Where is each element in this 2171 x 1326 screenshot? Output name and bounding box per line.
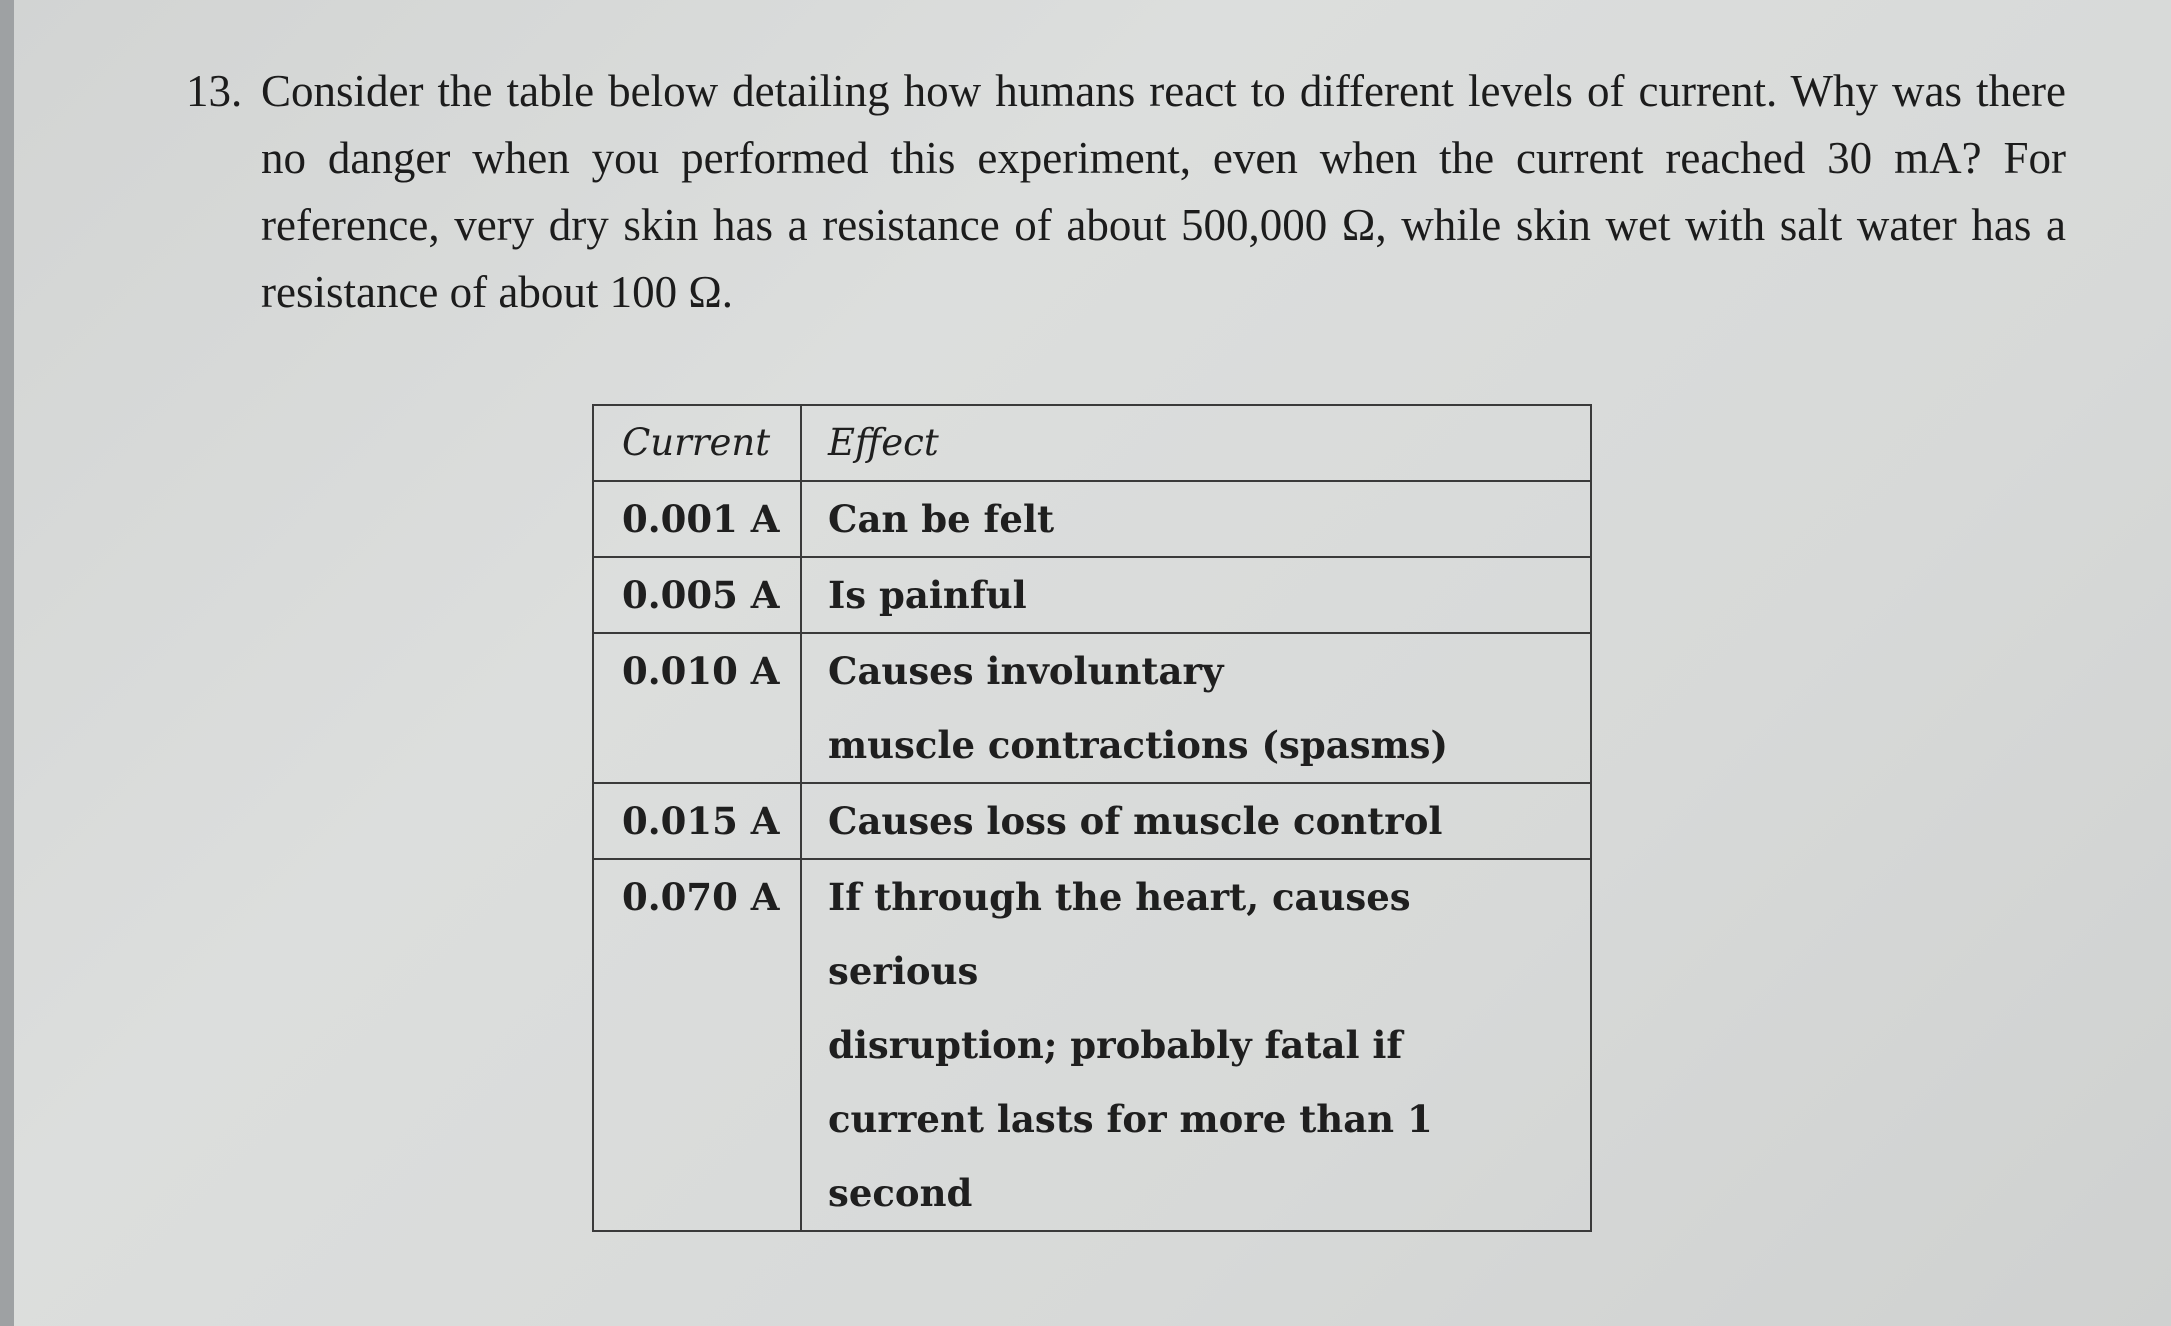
effect-line: Causes loss of muscle control: [828, 799, 1443, 843]
current-effect-table: [592, 404, 1592, 1232]
effect-cell: [801, 481, 1591, 557]
current-cell: 0.070 A: [593, 859, 801, 1231]
current-cell: 0.015 A: [593, 783, 801, 859]
current-cell: 0.005 A: [593, 557, 801, 633]
table-row: [593, 633, 1591, 783]
question-text: Consider the table below detailing how humans react to different levels of current. Why was there no danger when you performed this experiment, even when the current reached 30 mA? For reference, very dry skin has a resistance of about 500,000 Ω, while skin wet with salt water has a resistance of about 100 Ω.: [261, 66, 2066, 317]
question-13: [186, 58, 2066, 326]
effect-cell: [801, 859, 1591, 1231]
table-row: [593, 783, 1591, 859]
header-current: Current: [593, 405, 801, 481]
current-cell: 0.010 A: [593, 633, 801, 783]
effect-cell: [801, 557, 1591, 633]
effect-line: Is painful: [828, 573, 1027, 617]
worksheet-page: [14, 0, 2171, 1326]
table-row: [593, 557, 1591, 633]
effect-line: current lasts for more than 1 second: [828, 1097, 1433, 1215]
effect-line: disruption; probably fatal if: [828, 1023, 1403, 1067]
table-header-row: [593, 405, 1591, 481]
effect-line: If through the heart, causes serious: [828, 875, 1411, 993]
effect-line: Can be felt: [828, 497, 1055, 541]
effect-line: muscle contractions (spasms): [828, 723, 1449, 767]
effect-cell: [801, 633, 1591, 783]
current-effect-table-container: [592, 404, 1592, 1232]
current-cell: 0.001 A: [593, 481, 801, 557]
effect-cell: [801, 783, 1591, 859]
header-effect: Effect: [801, 405, 1591, 481]
effect-line: Causes involuntary: [828, 649, 1224, 693]
question-number: 13.: [186, 66, 243, 116]
table-row: [593, 859, 1591, 1231]
page-edge-shadow: [0, 0, 14, 1326]
table-row: [593, 481, 1591, 557]
